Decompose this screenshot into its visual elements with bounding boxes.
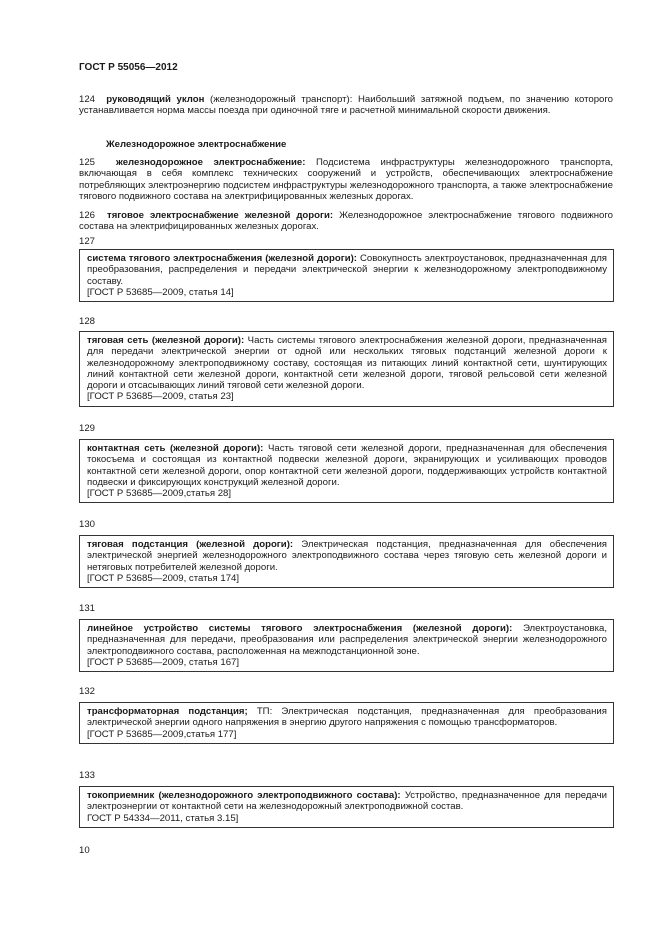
source-reference: [ГОСТ Р 53685—2009, статья 174] <box>87 572 240 584</box>
source-reference: [ГОСТ Р 53685—2009, статья 23] <box>87 391 234 403</box>
term-number: 129 <box>79 423 96 434</box>
term-definition: ТП: Электрическая подстанция, предназначенная для преобразования электрической энергии одного напряжения в энергию другого напряжения с помощью трансформаторов. <box>87 706 607 729</box>
term-entry <box>79 94 613 117</box>
term-name: тяговая сеть (железной дороги): <box>87 335 245 346</box>
term-definition: Железнодорожное электроснабжение тягового подвижного состава на электрифицированных железных дорогах. <box>79 210 613 233</box>
term-definition: Электрическая подстанция, предназначенная для обеспечения электрической энергией железнодорожного электроподвижного состава через тяговую сеть железной дороги и нетяговых потребителей железной дороги. <box>87 539 607 573</box>
term-entry <box>79 157 613 202</box>
term-number: 127 <box>79 236 96 247</box>
definition-box <box>79 249 614 302</box>
definition-box <box>79 786 614 828</box>
term-number: 125 <box>79 157 96 168</box>
definition-box <box>79 331 614 407</box>
term-definition: Совокупность электроустановок, предназначенная для преобразования, распределения и передачи электрической энергии к железнодорожному электроподвижному составу. <box>87 253 607 287</box>
term-definition: Электроустановка, предназначенная для передачи, преобразования или распределения электрической энергии железнодорожного электроподвижного состава, расположенная на межподстанционной зоне. <box>87 623 607 657</box>
term-name: железнодорожное электроснабжение: <box>116 157 306 168</box>
source-reference: [ГОСТ Р 53685—2009, статья 167] <box>87 656 240 668</box>
source-reference: [ГОСТ Р 53685—2009, статья 14] <box>87 286 234 298</box>
term-name: токоприемник (железнодорожного электроподвижного состава): <box>87 790 401 801</box>
source-reference: [ГОСТ Р 53685—2009,статья 177] <box>87 728 237 740</box>
term-number: 126 <box>79 210 96 221</box>
term-definition: Часть системы тягового электроснабжения железной дороги, предназначенная для передачи электрической энергии от одной или нескольких тяговых подстанций железной дороги к железнодорожному электроподвижному составу, состоящая из питающих линий контактной сети, шунтирующих линий контактной сети железной дороги, контактной сети железной дороги, тяговой рельсовой сети железной дороги и отсасывающих линий тяговой сети железной дороги. <box>87 335 607 392</box>
term-number: 132 <box>79 686 96 697</box>
document-header: ГОСТ Р 55056—2012 <box>79 62 178 73</box>
term-number: 133 <box>79 770 96 781</box>
term-name: линейное устройство системы тягового электроснабжения (железной дороги): <box>87 623 513 634</box>
term-name: тяговая подстанция (железной дороги): <box>87 539 294 550</box>
term-name: руководящий уклон <box>106 94 205 105</box>
term-entry <box>79 210 613 233</box>
source-reference: [ГОСТ Р 53685—2009,статья 28] <box>87 488 232 500</box>
section-heading: Железнодорожное электроснабжение <box>106 139 287 150</box>
page-number: 10 <box>79 845 90 856</box>
term-number: 130 <box>79 519 96 530</box>
term-definition: Устройство, предназначенное для передачи электроэнергии от контактной сети на железнодорожный электроподвижной состав. <box>87 790 607 813</box>
term-name: система тягового электроснабжения (железной дороги): <box>87 253 357 264</box>
term-number: 128 <box>79 316 96 327</box>
term-name: тяговое электроснабжение железной дороги: <box>107 210 334 221</box>
definition-box <box>79 702 614 744</box>
term-number: 124 <box>79 94 96 105</box>
source-reference: ГОСТ Р 54334—2011, статья 3.15] <box>87 812 239 824</box>
term-number: 131 <box>79 603 96 614</box>
definition-box <box>79 535 614 588</box>
term-definition: (железнодорожный транспорт): Наибольший затяжной подъем, по значению которого устанавливается норма массы поезда при одиночной тяге и расчетной минимальной скорости движения. <box>79 94 614 117</box>
term-definition: Подсистема инфраструктуры железнодорожного транспорта, включающая в себя комплекс технических сооружений и устройств, обеспечивающих электроснабжение потребляющих электроэнергию подсистем инфраструктуры железнодорожного транспорта, а также электроснабжение тягового подвижного состава на электрифицированных железных дорогах. <box>79 157 613 202</box>
definition-box <box>79 619 614 672</box>
term-name: контактная сеть (железной дороги): <box>87 443 264 454</box>
term-definition: Часть тяговой сети железной дороги, предназначенная для обеспечения токосъема и состоящая из контактной подвески железной дороги, экранирующих и усиливающих проводов контактной сети железной дороги, опор контактной сети железной дороги, поддерживающих устройств контактной подвески и фиксирующих конструкций железной дороги. <box>87 443 608 488</box>
definition-box <box>79 439 614 503</box>
term-name: трансформаторная подстанция; <box>87 706 248 717</box>
